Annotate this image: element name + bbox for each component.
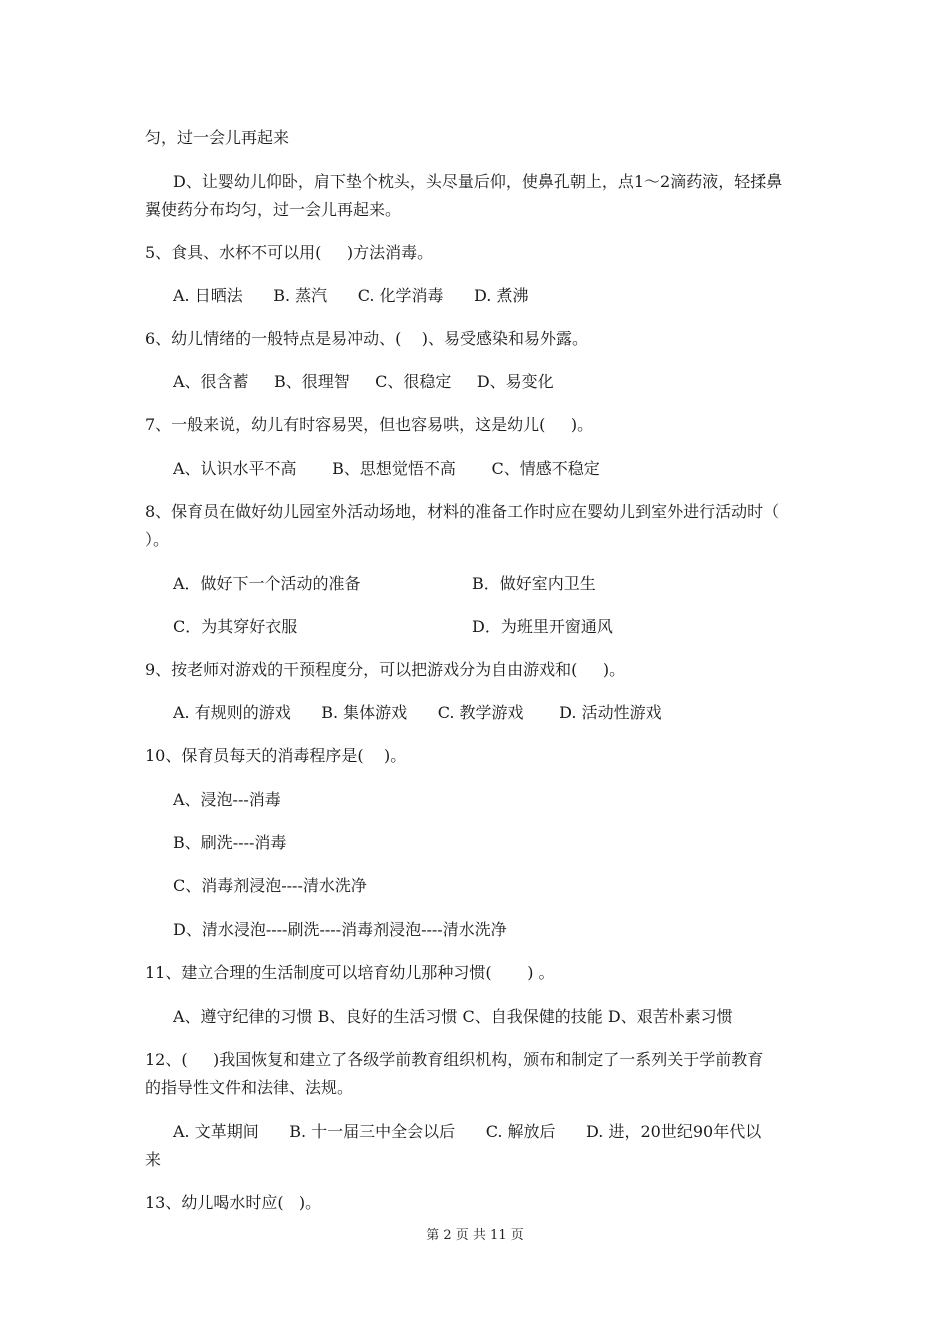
- question-11: 11、建立合理的生活制度可以培育幼儿那种习惯( ) 。: [145, 963, 555, 982]
- options-11: A、遵守纪律的习惯 B、良好的生活习惯 C、自我保健的技能 D、艰苦朴素习惯: [173, 1007, 733, 1026]
- text-line: 翼使药分布均匀，过一会儿再起来。: [145, 200, 402, 219]
- question-6: 6、幼儿情绪的一般特点是易冲动、( )、易受感染和易外露。: [145, 329, 589, 348]
- option-10c: C、消毒剂浸泡----清水洗净: [173, 876, 367, 895]
- option-8b: B．做好室内卫生: [472, 574, 596, 593]
- option-10b: B、刷洗----消毒: [173, 833, 287, 852]
- question-7: 7、一般来说，幼儿有时容易哭，但也容易哄，这是幼儿( )。: [145, 415, 594, 434]
- options-6: A、很含蓄 B、很理智 C、很稳定 D、易变化: [173, 372, 554, 391]
- text-line: D、让婴幼儿仰卧，肩下垫个枕头，头尽量后仰，使鼻孔朝上，点1～2滴药液，轻揉鼻: [173, 172, 783, 191]
- text-line: 匀，过一会儿再起来: [145, 128, 290, 147]
- options-12-cont: 来: [145, 1150, 162, 1169]
- options-5: A. 日晒法 B. 蒸汽 C. 化学消毒 D. 煮沸: [173, 286, 529, 305]
- options-7: A、认识水平不高 B、思想觉悟不高 C、情感不稳定: [173, 459, 600, 478]
- page-footer: 第 2 页 共 11 页: [426, 1228, 524, 1243]
- question-8: 8、保育员在做好幼儿园室外活动场地，材料的准备工作时应在婴幼儿到室外进行活动时（: [145, 502, 780, 521]
- question-5: 5、食具、水杯不可以用( )方法消毒。: [145, 243, 434, 262]
- options-12: A. 文革期间 B. 十一届三中全会以后 C. 解放后 D. 进，20世纪90年代以: [173, 1122, 762, 1141]
- option-8c: C．为其穿好衣服: [173, 617, 298, 636]
- question-8-cont: ）。: [145, 530, 170, 549]
- options-9: A. 有规则的游戏 B. 集体游戏 C. 教学游戏 D. 活动性游戏: [173, 703, 662, 722]
- option-10a: A、浸泡---消毒: [173, 790, 281, 809]
- question-12-cont: 的指导性文件和法律、法规。: [145, 1078, 354, 1097]
- option-10d: D、清水浸泡----刷洗----消毒剂浸泡----清水洗净: [173, 920, 507, 939]
- question-9: 9、按老师对游戏的干预程度分，可以把游戏分为自由游戏和( )。: [145, 660, 626, 679]
- option-8a: A．做好下一个活动的准备: [173, 574, 361, 593]
- option-8d: D．为班里开窗通风: [472, 617, 613, 636]
- question-10: 10、保育员每天的消毒程序是( )。: [145, 746, 407, 765]
- question-12: 12、( )我国恢复和建立了各级学前教育组织机构，颁布和制定了一系列关于学前教育: [145, 1050, 764, 1069]
- question-13: 13、幼儿喝水时应( )。: [145, 1193, 322, 1212]
